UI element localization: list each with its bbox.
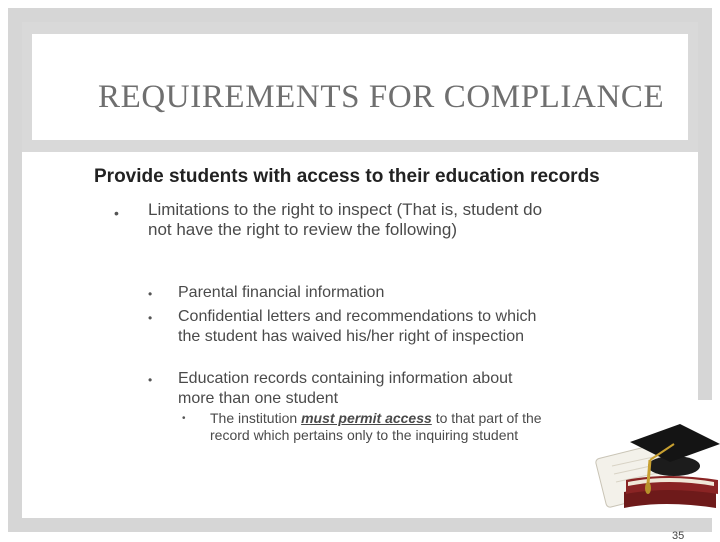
- graduation-cap-diploma-books-icon: [584, 400, 720, 518]
- bullet-level2: •: [148, 287, 153, 301]
- bullet-text-limitations: Limitations to the right to inspect (That is, student do not have the right to review the following): [148, 200, 543, 239]
- title-band: [22, 22, 698, 152]
- slide: [22, 22, 698, 542]
- sub-bullet-confidential-letters: Confidential letters and recommendations to which the student has waived his/her right of inspection: [178, 308, 537, 345]
- slide-frame: [8, 8, 712, 542]
- text-before-emphasis: The institution: [210, 410, 298, 426]
- slide-title: REQUIREMENTS FOR COMPLIANCE: [98, 79, 665, 115]
- sub-bullet-multiple-student-records: Education records containing information about more than one student: [178, 370, 513, 407]
- bullet-level3: •: [182, 413, 186, 424]
- sub-bullet-parental-financial: Parental financial information: [178, 284, 385, 301]
- bullet-level2: •: [148, 373, 153, 387]
- slide-content: [22, 152, 698, 542]
- text-after-emphasis: to that part of the record which pertains only to the inquiring student: [210, 410, 542, 443]
- bullet-level2: •: [148, 311, 153, 325]
- title-box: [32, 34, 688, 140]
- graduation-illustration: [584, 400, 720, 518]
- lead-statement: Provide students with access to their education records: [94, 166, 600, 187]
- emphasized-phrase: must permit access: [301, 410, 432, 426]
- page-number: 35: [672, 530, 685, 542]
- sub-sub-bullet-must-permit: [210, 410, 550, 444]
- bullet-level1: •: [114, 205, 119, 221]
